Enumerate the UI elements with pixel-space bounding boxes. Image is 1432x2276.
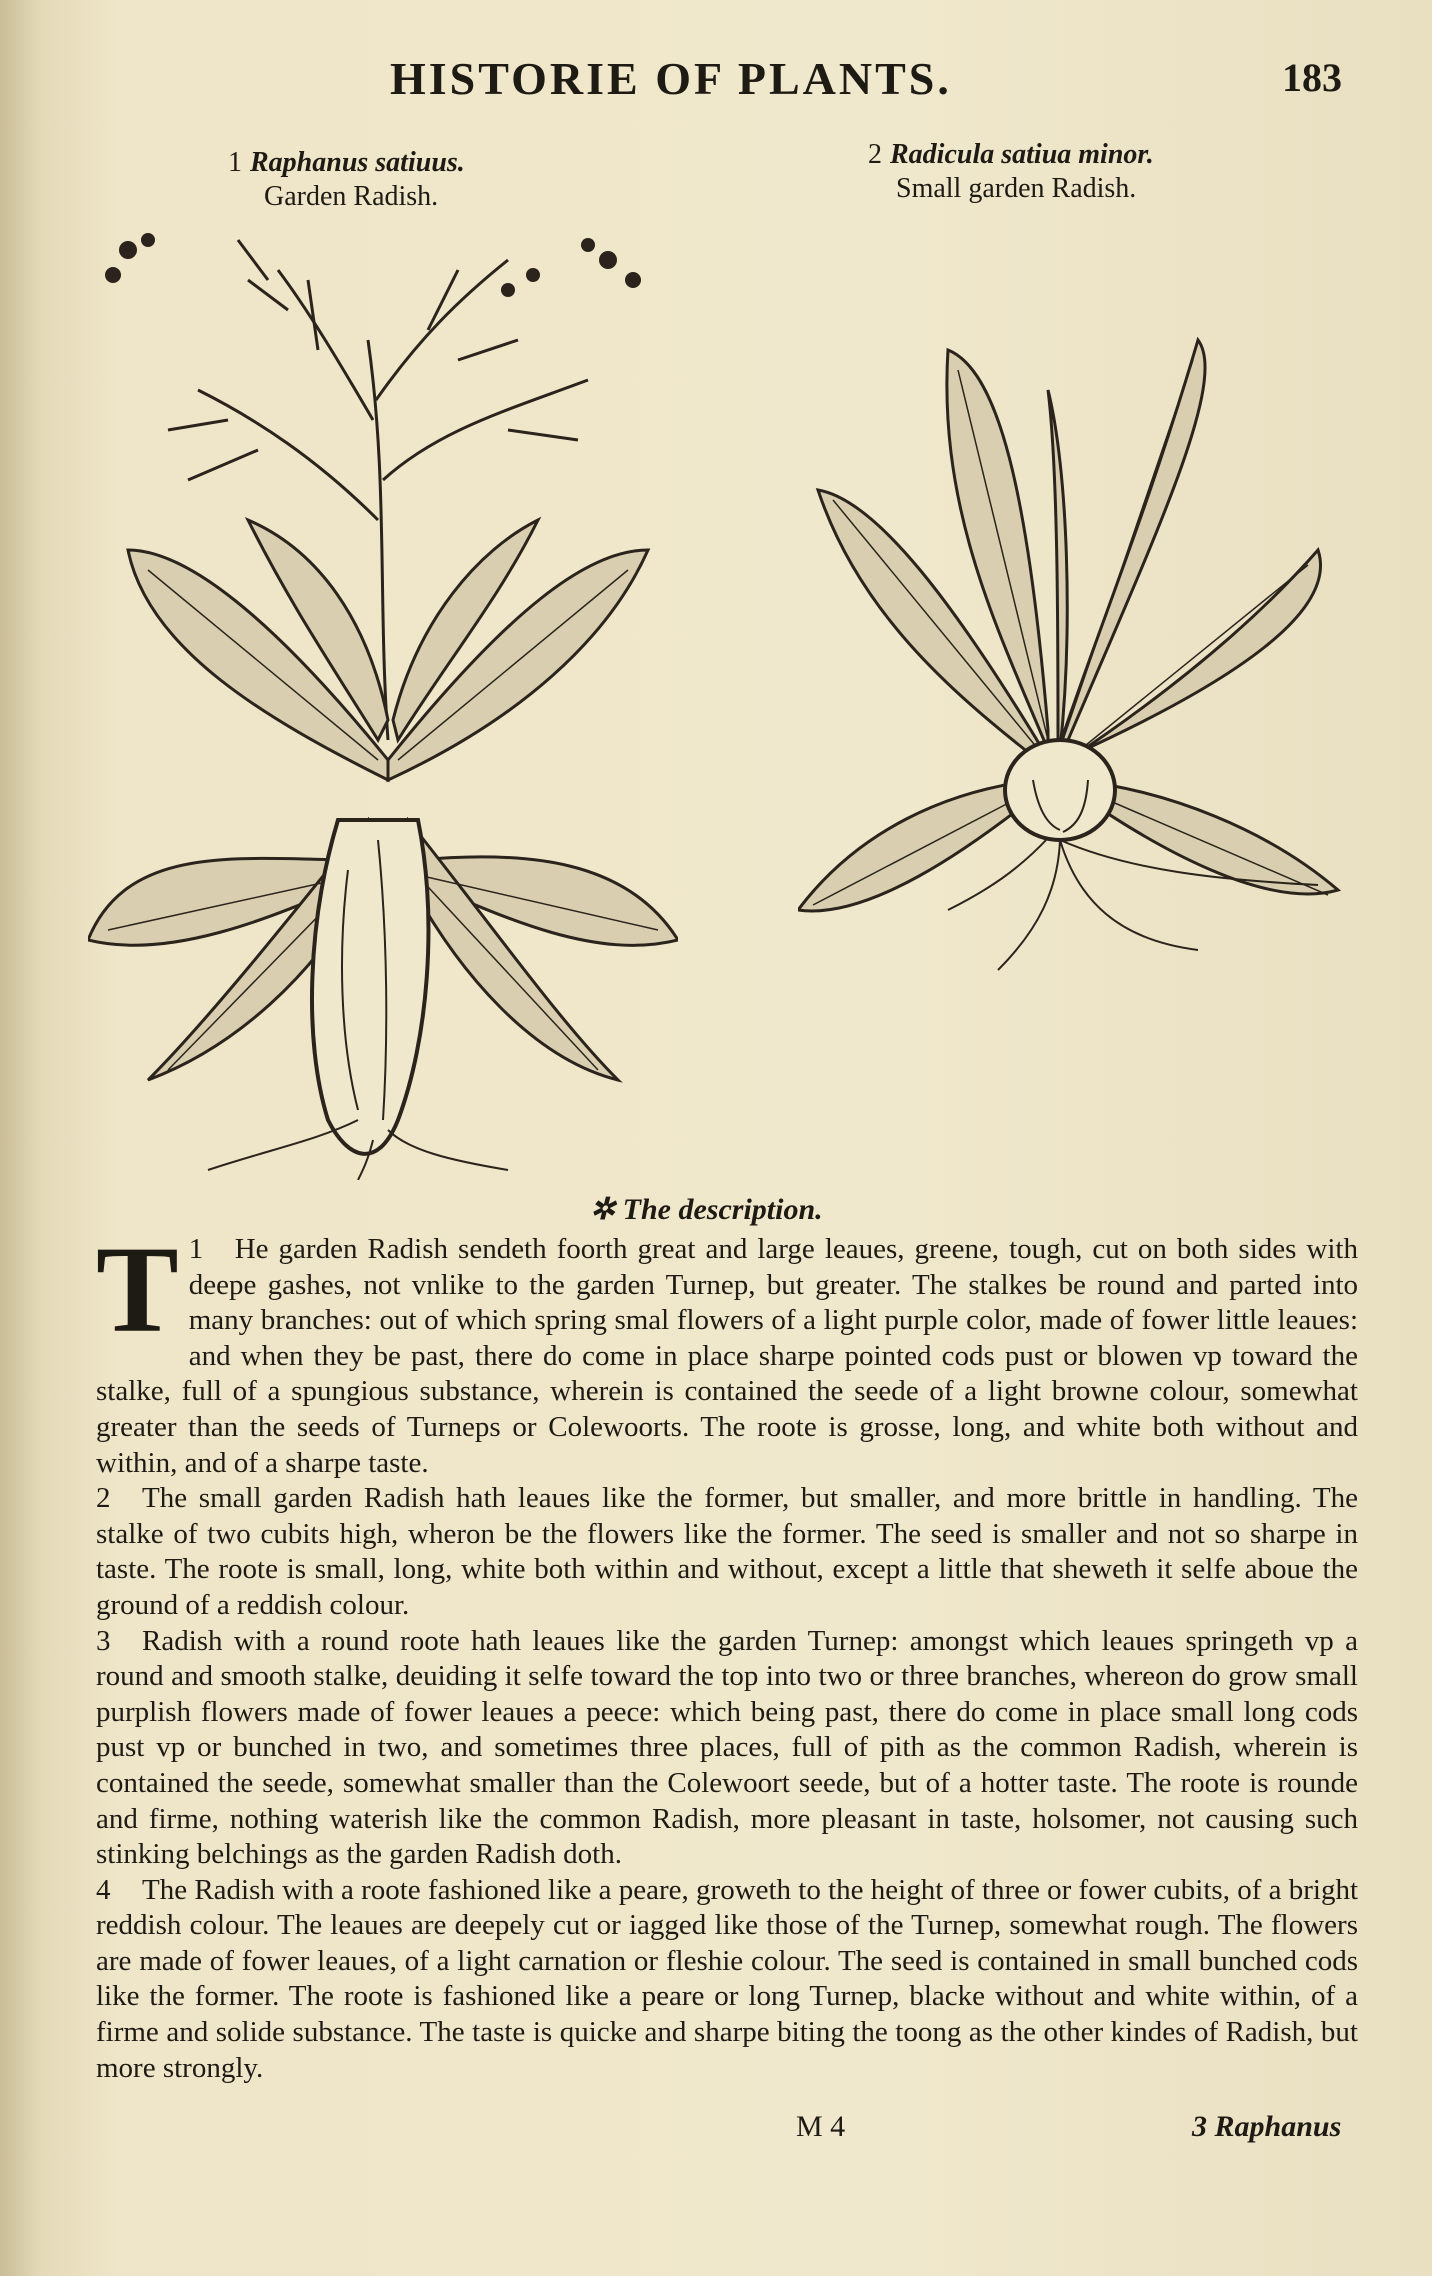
paragraph-1-text: He garden Radish sendeth foorth great and large leaues, greene, tough, cut on both sides with deepe gashes, not vnlike to the garden Turnep, but greater. The stalkes be round and parted into many branches: out of which spring smal flowers of a light purple color, made of fower little leaues: and when they be past, there do come in place sharpe pointed cods pust or blowen vp toward the stalke, full of a spungious substance, wherein is contained the seede of a light browne colour, somewhat greater than the seeds of Turneps or Colewoorts. The roote is grosse, long, and white both without and within, and of a sharpe taste.: [96, 1233, 1358, 1479]
figure-1-english-name: Garden Radish.: [264, 181, 439, 212]
figure-2-latin-name: Radicula satiua minor.: [890, 139, 1154, 170]
running-head: [0, 52, 1432, 112]
description-text: [96, 1221, 1359, 2086]
paragraph-3-number: 3: [96, 1624, 111, 1657]
paragraph-3-text: Radish with a round roote hath leaues like the garden Turnep: amongst which leaues springeth vp a round and smooth stalke, deuiding it selfe toward the top into two or three branches, whereon do grow small purplish flowers made of fower leaues a peece: which being past, there do come in place small long cods pust vp or bunched in two, and sometimes three places, full of pith as the common Radish, wherein is contained the seede, somewhat smaller than the Colewoort seede, but of a hotter taste. The roote is rounde and firme, nothing waterish like the common Radish, more pleasant in taste, holsomer, not causing such stinking belchings as the garden Radish doth.: [96, 1624, 1358, 1871]
paragraph-3: [96, 1624, 1358, 1873]
figure-1-number: 1: [228, 147, 242, 178]
paragraph-1: [96, 1221, 1358, 1481]
catchword: 3 Raphanus: [1192, 2110, 1342, 2143]
figure-2-number: 2: [868, 139, 882, 170]
paragraph-4: [96, 1873, 1358, 2087]
section-heading: ✲ The description.: [590, 1193, 823, 1226]
drop-cap: T: [96, 1221, 179, 1358]
signature-mark: M 4: [796, 2110, 846, 2143]
figure-1-latin-name: Raphanus satiuus.: [250, 147, 465, 178]
paragraph-2: [96, 1481, 1358, 1623]
small-garden-radish-woodcut: [798, 310, 1358, 1010]
page-number: 183: [1282, 55, 1342, 100]
figure-2-caption: [868, 138, 1154, 206]
paragraph-4-text: The Radish with a roote fashioned like a peare, groweth to the height of three or fower cubits, of a bright reddish colour. The leaues are deepely cut or iagged like those of the Turnep, somewhat rough. The flowers are made of fower leaues, of a light carnation or fleshie colour. The seed is contained in small bunched cods like the former. The roote is fashioned like a peare or long Turnep, blacke without and white within, of a firme and solide substance. The taste is quicke and sharpe biting the toong as the other kindes of Radish, but more strongly.: [96, 1873, 1359, 2084]
page-footer: [0, 2110, 1432, 2150]
garden-radish-woodcut: [88, 220, 678, 1180]
paragraph-2-number: 2: [96, 1482, 111, 1515]
paragraph-1-number: 1: [188, 1233, 204, 1265]
figure-2-english-name: Small garden Radish.: [896, 173, 1137, 204]
figure-1-caption: [228, 146, 465, 214]
paragraph-4-number: 4: [96, 1873, 111, 1906]
paragraph-2-text: The small garden Radish hath leaues like the former, but smaller, and more brittle in handling. The stalke of two cubits high, wheron be the flowers like the former. The seed is smaller and not so sharpe in taste. The roote is small, long, white both within and without, except a little that sheweth it selfe aboue the ground of a reddish colour.: [96, 1482, 1358, 1621]
page-title: HISTORIE OF PLANTS.: [390, 53, 952, 104]
